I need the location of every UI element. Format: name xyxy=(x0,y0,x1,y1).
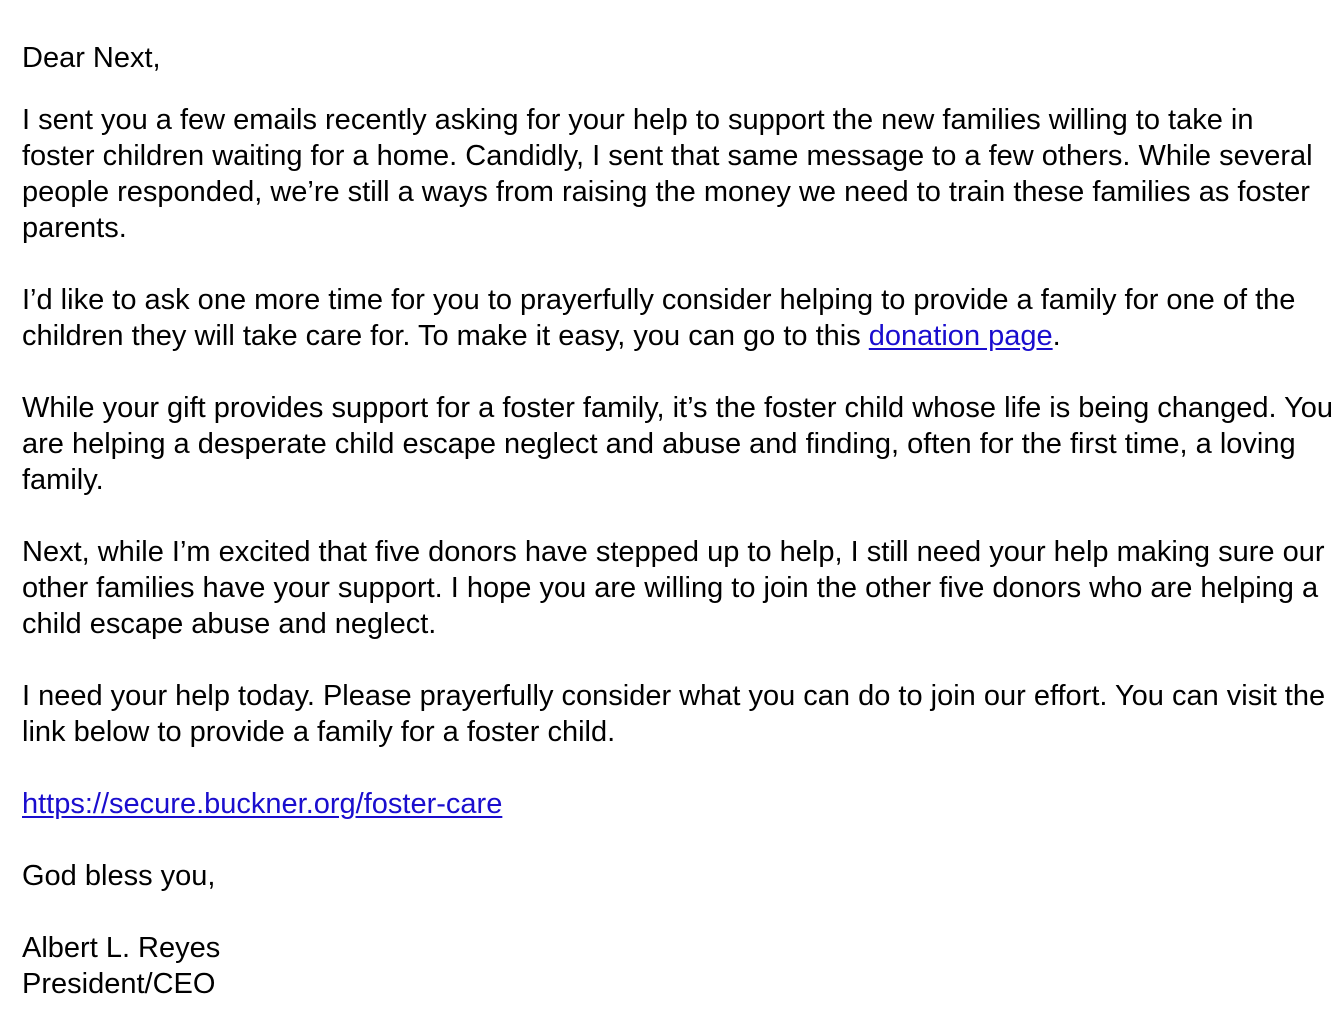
signature-block xyxy=(22,930,1334,1002)
paragraph-ask-end: . xyxy=(1052,320,1061,352)
paragraph-donors: Next, while I’m excited that five donors have stepped up to help, I still need your help making sure our other families have your support. I hope you are willing to join the other five donors who are helping a child escape abuse and neglect. xyxy=(22,536,1325,640)
donation-page-link[interactable]: donation page xyxy=(868,320,1053,352)
signer-name: Albert L. Reyes xyxy=(22,932,221,964)
paragraph-ask-text: I’d like to ask one more time for you to prayerfully consider helping to provide a family for one of the children they will take care for. To make it easy, you can go to this xyxy=(22,284,1296,352)
email-body xyxy=(22,40,1334,1002)
url-paragraph xyxy=(22,786,1334,822)
paragraph-call-to-action: I need your help today. Please prayerfully consider what you can do to join our effort. You can visit the link below to provide a family for a foster child. xyxy=(22,680,1326,748)
paragraph-ask xyxy=(22,282,1334,354)
greeting: Dear Next, xyxy=(22,42,161,74)
signer-title: President/CEO xyxy=(22,968,216,1000)
paragraph-impact: While your gift provides support for a foster family, it’s the foster child whose life is being changed. You are helping a desperate child escape neglect and abuse and finding, often for the first time, a loving family. xyxy=(22,392,1334,496)
paragraph-intro: I sent you a few emails recently asking for your help to support the new families willing to take in foster children waiting for a home. Candidly, I sent that same message to a few others. While several people responded, we’re still a ways from raising the money we need to train these families as foster parents. xyxy=(22,104,1313,244)
closing: God bless you, xyxy=(22,860,216,892)
foster-care-url-link[interactable]: https://secure.buckner.org/foster-care xyxy=(22,788,503,820)
